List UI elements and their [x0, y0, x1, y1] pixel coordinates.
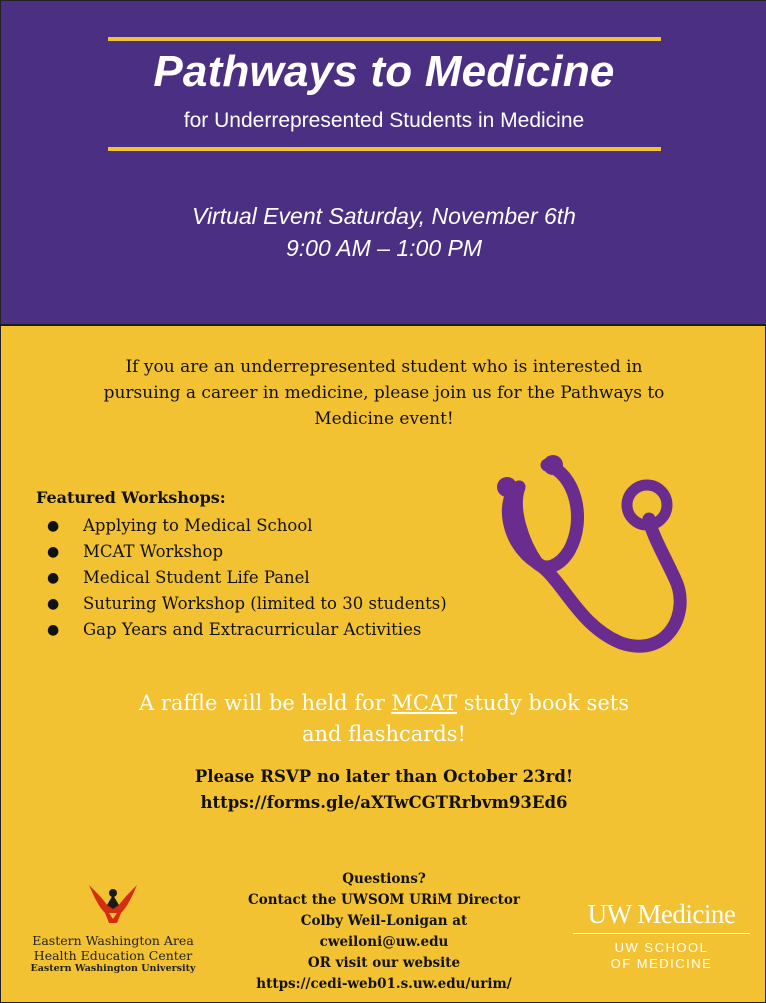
- header-banner: [1, 1, 766, 326]
- top-gold-rule: [108, 37, 661, 41]
- list-item: ● Gap Years and Extracurricular Activities: [36, 617, 447, 643]
- page-title: Pathways to Medicine: [153, 47, 615, 96]
- list-item: ● Applying to Medical School: [36, 513, 447, 539]
- list-item: ● MCAT Workshop: [36, 539, 447, 565]
- bullet-icon: ●: [47, 570, 60, 586]
- event-time: 9:00 AM – 1:00 PM: [285, 235, 483, 261]
- contact-email-link[interactable]: cweiloni@uw.edu: [319, 934, 449, 950]
- logo-divider: [573, 933, 750, 934]
- rsvp-deadline: Please RSVP no later than October 23rd!: [194, 767, 574, 786]
- workshops-heading: Featured Workshops:: [36, 488, 226, 507]
- rsvp-block: [1, 764, 766, 816]
- workshops-list: [36, 513, 447, 643]
- ewu-ahec-logo: Eastern Washington Area Health Education Center Eastern Washington University: [23, 879, 203, 975]
- bullet-icon: ●: [47, 518, 60, 534]
- intro-line: Medicine event!: [314, 409, 454, 429]
- bullet-icon: ●: [47, 544, 60, 560]
- rsvp-link[interactable]: https://forms.gle/aXTwCGTRrbvm93Ed6: [200, 793, 568, 812]
- intro-line: pursuing a career in medicine, please join us for the Pathways to: [103, 383, 665, 403]
- bottom-gold-rule: [108, 147, 661, 151]
- raffle-announcement: A raffle will be held for MCAT study book sets and flashcards!: [139, 691, 629, 746]
- list-item: ● Medical Student Life Panel: [36, 565, 447, 591]
- contact-block: Questions? Contact the UWSOM URiM Director Colby Weil-Lonigan at cweiloni@uw.edu OR visit our website https://cedi-web01.s.uw.edu/urim/: [211, 869, 557, 995]
- page-subtitle: for Underrepresented Students in Medicine: [183, 109, 585, 132]
- raffle-mcat-link[interactable]: MCAT: [391, 691, 458, 715]
- stethoscope-icon: [479, 453, 719, 665]
- intro-paragraph: [53, 354, 715, 432]
- contact-website-link[interactable]: https://cedi-web01.s.uw.edu/urim/: [256, 976, 512, 992]
- event-date: Virtual Event Saturday, November 6th: [192, 203, 576, 229]
- uw-medicine-logo: UW Medicine UW SCHOOL OF MEDICINE: [569, 899, 754, 972]
- eagle-icon: [83, 879, 143, 927]
- intro-line: If you are an underrepresented student who is interested in: [125, 357, 643, 377]
- list-item: ● Suturing Workshop (limited to 30 students): [36, 591, 447, 617]
- bullet-icon: ●: [47, 596, 60, 612]
- bullet-icon: ●: [47, 622, 60, 638]
